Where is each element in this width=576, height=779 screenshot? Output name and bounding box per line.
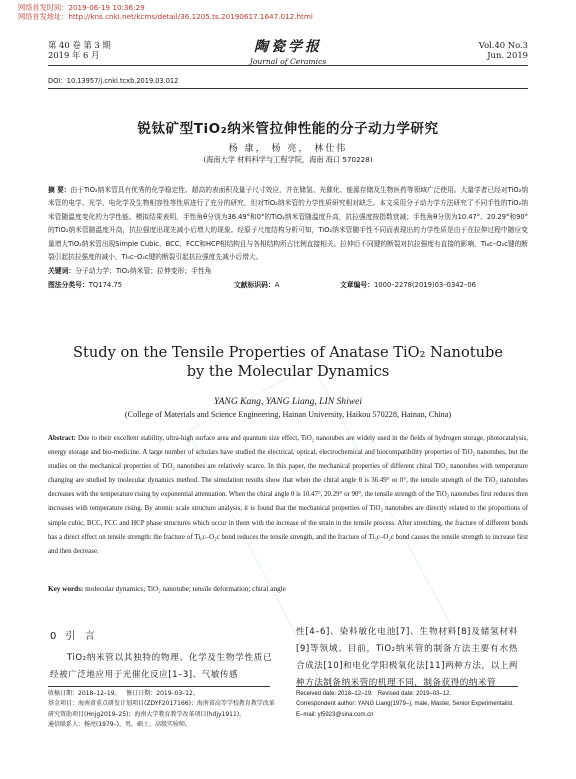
doc-code-field [234, 279, 279, 289]
header-rule [48, 65, 528, 66]
online-first-url[interactable]: 网络首发地址：http://kns.cnki.net/kcms/detail/36.1205.ts.20190617.1647.012.html [18, 12, 313, 21]
fn-dates-cn [48, 689, 278, 699]
clc-field [48, 279, 122, 289]
fn-corresponding-en: Correspondent author: YANG Liang(1979–), male, Master, Senior Experimentalist. [296, 701, 514, 708]
footnote-cn [48, 689, 278, 730]
fn-dates-en [296, 689, 526, 699]
keywords-text-cn: 分子动力学；TiO₂纳米管；拉伸变形；手性角 [75, 267, 212, 275]
clc-label: 图法分类号： [48, 281, 89, 289]
intro-text-left: TiO₂纳米管以其独特的物理、化学及生物学性质已经被广泛地应用于光催化反应[1–3]、气敏传感 [50, 653, 272, 680]
section-heading-intro: 0 引 言 [50, 631, 98, 642]
affiliation-en: (College of Materials and Science Engineering, Hainan University, Haikou 570228, Hainan, China) [124, 410, 452, 419]
title-en-line2: by the Molecular Dynamics [186, 363, 390, 380]
fn-email-en[interactable]: E–mail: yl5923@sina.com.cn [296, 711, 374, 718]
abstract-text-cn: 由于TiO₂纳米管具有优秀的化学稳定性、超高的表面积及量子尺寸效应，并在储氢、光催化、能源存储及生物医药等领域广泛使用。大量学者已经对TiO₂纳米管的电学、光学、电化学及生物相容性等性质进行了充分的研究，但对TiO₂纳米管的力学性质研究相对缺乏。本文采用分子动力学方法研究了不同手性的TiO₂纳米管随温度变化的力学性能。模拟结果表明，手性角θ分别为36.49°和0°的TiO₂纳米管随温度升高，抗拉强度按指数衰减；手性角θ分别为10.47°、20.29°和90°的TiO₂纳米管随温度升高，抗拉强度出现先减小后增大的现象。经原子尺度结构分析可知，TiO₂纳米管随手性不同而表现出的力学性质是由于在拉伸过程中随应变量增大TiO₂纳米管出现Simple Cubic、BCC、FCC和HCP相结构且与各相结构所占比例直接相关。拉伸后不同键的断裂对抗拉强度有直接的影响，Ti₆c–O₂c键的断裂引起抗拉强度的减小，Ti₅c–O₂c键的断裂引起抗拉强度先减小后增大。 [48, 186, 529, 262]
keywords-label-cn: 关键词： [48, 267, 76, 275]
keywords-en [48, 585, 286, 593]
online-first-date: 网络首发时间：2019-06-19 10:36:29 [18, 3, 145, 12]
abstract-text-en: Due to their excellent stability, ultra-high surface area and quantum size effect, TiO₂ nanotubes are widely used in the fields of hydrogen storage, photocatalysis, energy storage and bio-medicine. A large number of scholars have studied the electrical, optical, electrochemical and biocompatibility properties of TiO₂ nanotubes, but the studies on the mechanical properties of TiO₂ nanotubes are relatively scarce. In this paper, the mechanical properties of different chiral TiO₂ nanotubes with temperature changing are studied by molecular dynamics method. The simulation results show that when the chiral angle θ is 36.49° or 0°, the tensile strength of the TiO₂ nanotubes decreases with the temperature rising by exponential attenuation. When the chiral angle θ is 10.47°, 20.29° or 90°, the tensile strength of the TiO₂ nanotubes first reduces then increases with temperature rising. By atomic scale structure analysis, it is found that the mechanical properties of TiO₂ nanotubes are directly related to the proportions of simple cubic, BCC, FCC and HCP phase structures which occur in them with the increase of the strain in the tensile process. After stretching, the fracture of different bonds has a direct effect on tensile strength: the fracture of Ti₆c–O₂c bond reduces the tensile strength, and the fracture of Ti₅c–O₂c bond causes the tensile strength to increase first and then decrease. [48, 435, 528, 555]
abstract-label-cn: 摘 要： [48, 186, 71, 194]
abstract-cn [48, 184, 528, 264]
fn-revised-en: Revised date: 2019–03–12. [377, 691, 452, 697]
doc-code-label: 文献标识码： [234, 281, 275, 289]
date-cn: 2019 年 6 月 [48, 50, 100, 60]
clc-value: TQ174.75 [88, 281, 123, 289]
vol-en: Vol.40 No.3 [478, 40, 528, 50]
footnote-en [296, 689, 526, 720]
title-en [0, 343, 576, 381]
authors-en: YANG Kang, YANG Liang, LIN Shiwei [213, 396, 363, 407]
title-cn: 锐钛矿型TiO₂纳米管拉伸性能的分子动力学研究 [137, 121, 439, 137]
keywords-text-en: molecular dynamics; TiO₂ nanotube; tensile deformation; chiral angle [85, 585, 286, 593]
article-no-value: 1000–2278(2019)03–0342–06 [373, 281, 476, 289]
fn-contact-cn: 通信联系人：杨亮(1979–)，男，硕士，高级实验师。 [48, 720, 191, 728]
intro-text-right: 性[4–6]、染料敏化电池[7]、生物材料[8]及储氢材料[9]等领域。目前，TiO₂纳米管的制备方法主要有水热合成法[10]和电化学阳极氧化法[11]两种方法，以上两种方法制备纳米管的机理不同，制备获得的纳米管 [296, 627, 518, 688]
doi-rule [48, 88, 528, 89]
issue-info-en [479, 40, 528, 60]
fn-fund-cn: 基金项目：海南省重点研发计划项目(ZDYF2017166)；海南省高等学校教育教学改革研究资助项目(Hnjg2019–25)；海南大学教育教学改革项目(hdjy1911)。 [48, 700, 275, 718]
doi: DOI：10.13957/j.cnki.tcxb.2019.03.012 [48, 77, 179, 85]
footnote-rule-left [48, 686, 270, 687]
article-no-label: 文章编号： [340, 281, 374, 289]
issue-cn: 第 40 卷 第 3 期 [48, 40, 111, 50]
keywords-cn [48, 265, 211, 275]
affiliation-cn: (海南大学 材料科学与工程学院，海南 海口 570228) [203, 155, 373, 164]
journal-logo: 陶瓷学报 [254, 39, 322, 55]
keywords-label-en: Key words: [48, 585, 84, 593]
abstract-label-en: Abstract: [48, 435, 76, 442]
fn-received-cn: 收稿日期：2018–12–19。 [48, 690, 121, 697]
date-en: Jun. 2019 [487, 50, 528, 60]
title-en-line1: Study on the Tensile Properties of Anatase TiO₂ Nanotube [73, 344, 503, 361]
fn-received-en: Received date: 2018–12–19. [296, 691, 373, 697]
article-no-field [340, 279, 476, 289]
journal-name-en: Journal of Ceramics [249, 57, 327, 66]
fn-revised-cn: 修订日期：2019–03–12。 [126, 690, 199, 697]
authors-cn: 杨 康， 杨 亮， 林仕伟 [228, 144, 348, 154]
abstract-en [48, 432, 528, 559]
doc-code-value: A [274, 281, 280, 289]
footnote-rule-right [296, 686, 518, 687]
